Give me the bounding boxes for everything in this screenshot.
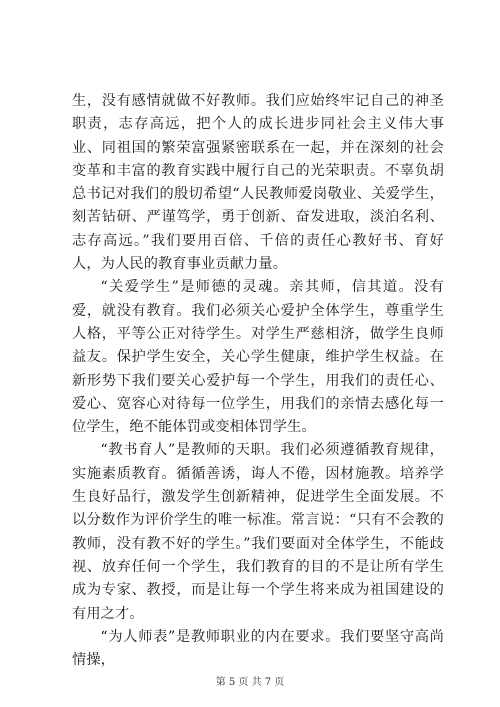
- paragraph-2: “关爱学生”是师德的灵魂。亲其师，信其道。没有爱，就没有教育。我们必须关心爱护全体学生，尊重学生人格，平等公正对待学生。对学生严慈相济，做学生良师益友。保护学生安全，关心学生健康，维护学生权益。在新形势下我们要关心爱护每一个学生，用我们的责任心、爱心、宽容心对待每一位学生，用我们的亲情去感化每一位学生，绝不能体罚或变相体罚学生。: [72, 279, 444, 436]
- paragraph-3: “教书育人”是教师的天职。我们必须遵循教育规律，实施素质教育。循循善诱，诲人不倦，因材施教。培养学生良好品行，激发学生创新精神，促进学生全面发展。不以分数作为评价学生的唯一标准。常言说：“只有不会教的教师，没有教不好的学生。”我们要面对全体学生，不能歧视、放弃任何一个学生，我们教育的目的不是让所有学生成为专家、教授，而是让每一个学生将来成为祖国建设的有用之才。: [72, 442, 444, 622]
- page-number-footer: 第 5 页 共 7 页: [215, 677, 285, 688]
- paragraph-4: “为人师表”是教师职业的内在要求。我们要坚守高尚情操，: [72, 628, 444, 669]
- document-body: [72, 90, 444, 672]
- paragraph-1: 生，没有感情就做不好教师。我们应始终牢记自己的神圣职责，志存高远，把个人的成长进步同社会主义伟大事业、同祖国的繁荣富强紧密联系在一起，并在深刻的社会变革和丰富的教育实践中履行自己的光荣职责。不辜负胡总书记对我们的殷切希望“人民教师爱岗敬业、关爱学生，刻苦钻研、严谨笃学，勇于创新、奋发进取，淡泊名利、志存高远。”我们要用百倍、千倍的责任心教好书、育好人，为人民的教育事业贡献力量。: [72, 93, 444, 273]
